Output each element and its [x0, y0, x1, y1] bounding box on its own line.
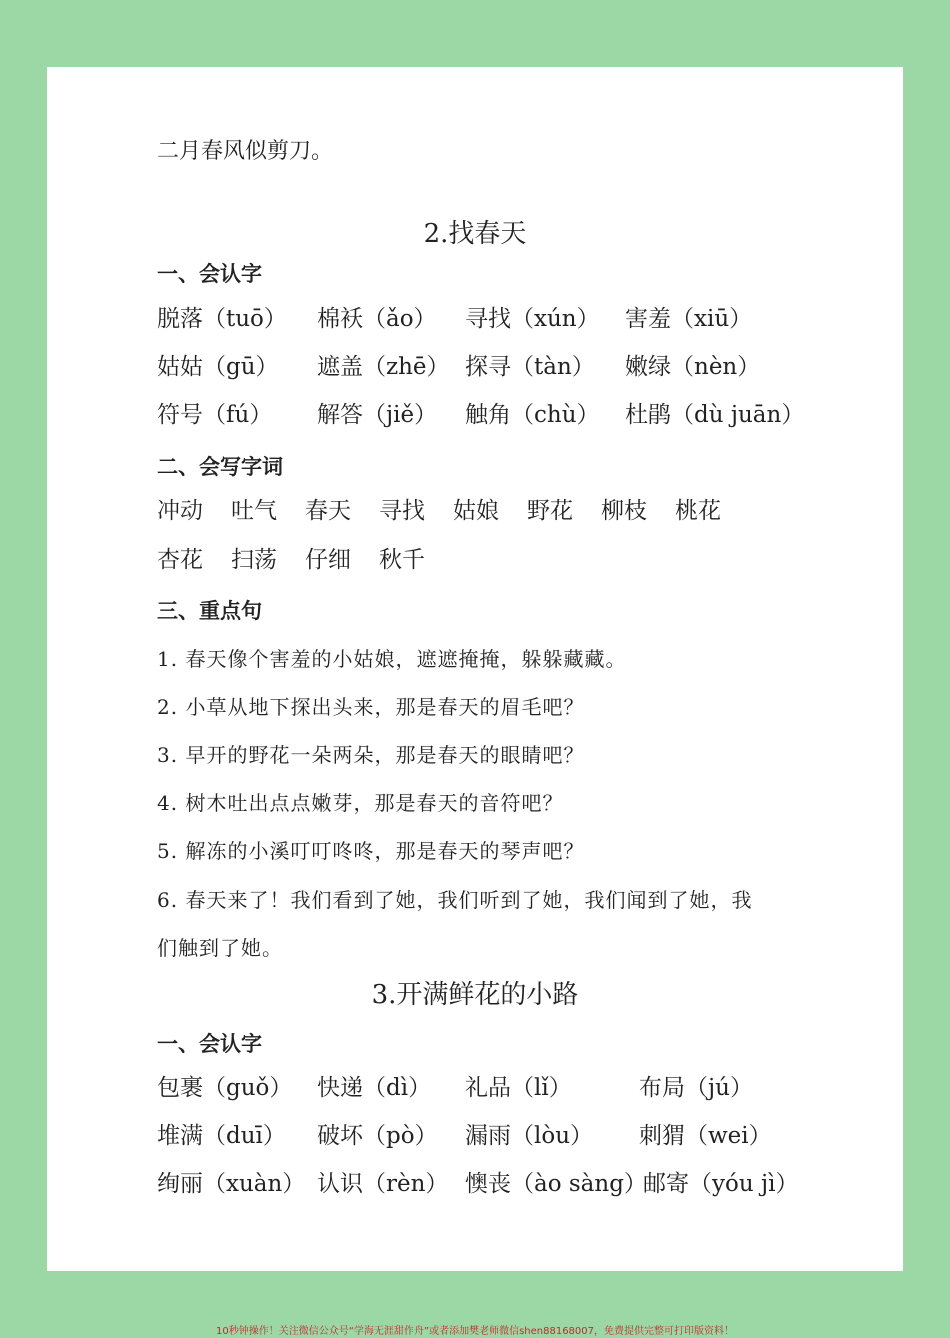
write-word: 桃花 [675, 498, 721, 524]
vocab-item: 触角（chù） [465, 402, 600, 428]
write-word: 冲动 [157, 498, 203, 524]
write-word: 寻找 [379, 498, 425, 524]
key-sentence: 5. 解冻的小溪叮叮咚咚，那是春天的琴声吧？ [157, 839, 585, 863]
vocab-item: 快递（dì） [317, 1075, 432, 1101]
key-sentence: 1. 春天像个害羞的小姑娘，遮遮掩掩，躲躲藏藏。 [157, 647, 627, 671]
write-word: 秋千 [379, 547, 425, 573]
vocab-item: 害羞（xiū） [625, 306, 753, 332]
vocab-item: 刺猬（wei） [639, 1123, 772, 1149]
key-sentence: 4. 树木吐出点点嫩芽，那是春天的音符吧？ [157, 791, 564, 815]
vocab-item: 符号（fú） [157, 402, 273, 428]
write-word: 春天 [305, 498, 351, 524]
vocab-item: 邮寄（yóu jì） [643, 1171, 799, 1197]
write-word: 柳枝 [601, 498, 647, 524]
vocab-item: 懊丧（ào sàng） [465, 1171, 647, 1197]
write-word: 姑娘 [453, 498, 499, 524]
vocab-item: 嫩绿（nèn） [625, 354, 761, 380]
vocab-item: 绚丽（xuàn） [157, 1171, 306, 1197]
vocab-item: 包裹（guǒ） [157, 1075, 293, 1101]
vocab-item: 遮盖（zhē） [317, 354, 450, 380]
vocab-item: 认识（rèn） [317, 1171, 449, 1197]
write-word: 野花 [527, 498, 573, 524]
vocab-item: 堆满（duī） [157, 1123, 286, 1149]
footer-notice: 10秒钟操作！关注微信公众号“学海无涯甜作舟”或者添加樊老师微信shen88168007，免费提供完整可打印版资料！ [215, 1326, 735, 1337]
section-2-heading-recognize: 一、会认字 [157, 262, 262, 286]
vocab-item: 布局（jú） [639, 1075, 753, 1101]
intro-line: 二月春风似剪刀。 [157, 139, 334, 164]
vocab-item: 探寻（tàn） [465, 354, 595, 380]
section-2-heading-sentences: 三、重点句 [157, 599, 262, 623]
vocab-item: 漏雨（lòu） [465, 1123, 594, 1149]
write-word: 仔细 [305, 547, 351, 573]
vocab-item: 脱落（tuō） [157, 306, 287, 332]
vocab-item: 棉袄（ǎo） [317, 306, 437, 332]
key-sentence: 2. 小草从地下探出头来，那是春天的眉毛吧？ [157, 695, 585, 719]
vocab-item: 礼品（lǐ） [465, 1075, 572, 1101]
vocab-item: 姑姑（gū） [157, 354, 279, 380]
vocab-item: 杜鹃（dù juān） [625, 402, 805, 428]
write-word: 扫荡 [231, 547, 277, 573]
key-sentence: 3. 早开的野花一朵两朵，那是春天的眼睛吧？ [157, 743, 585, 767]
key-sentence: 6. 春天来了！我们看到了她，我们听到了她，我们闻到了她，我 [157, 888, 753, 912]
section-2-heading-write: 二、会写字词 [157, 455, 283, 479]
vocab-item: 解答（jiě） [317, 402, 438, 428]
section-2-title: 2.找春天 [423, 219, 527, 249]
write-word: 杏花 [157, 547, 203, 573]
section-3-heading-recognize: 一、会认字 [157, 1032, 262, 1056]
worksheet-page [47, 67, 903, 1271]
vocab-item: 破坏（pò） [317, 1123, 438, 1149]
write-word: 吐气 [231, 498, 277, 524]
vocab-item: 寻找（xún） [465, 306, 600, 332]
key-sentence: 们触到了她。 [157, 936, 283, 960]
section-3-title: 3.开满鲜花的小路 [371, 980, 579, 1010]
